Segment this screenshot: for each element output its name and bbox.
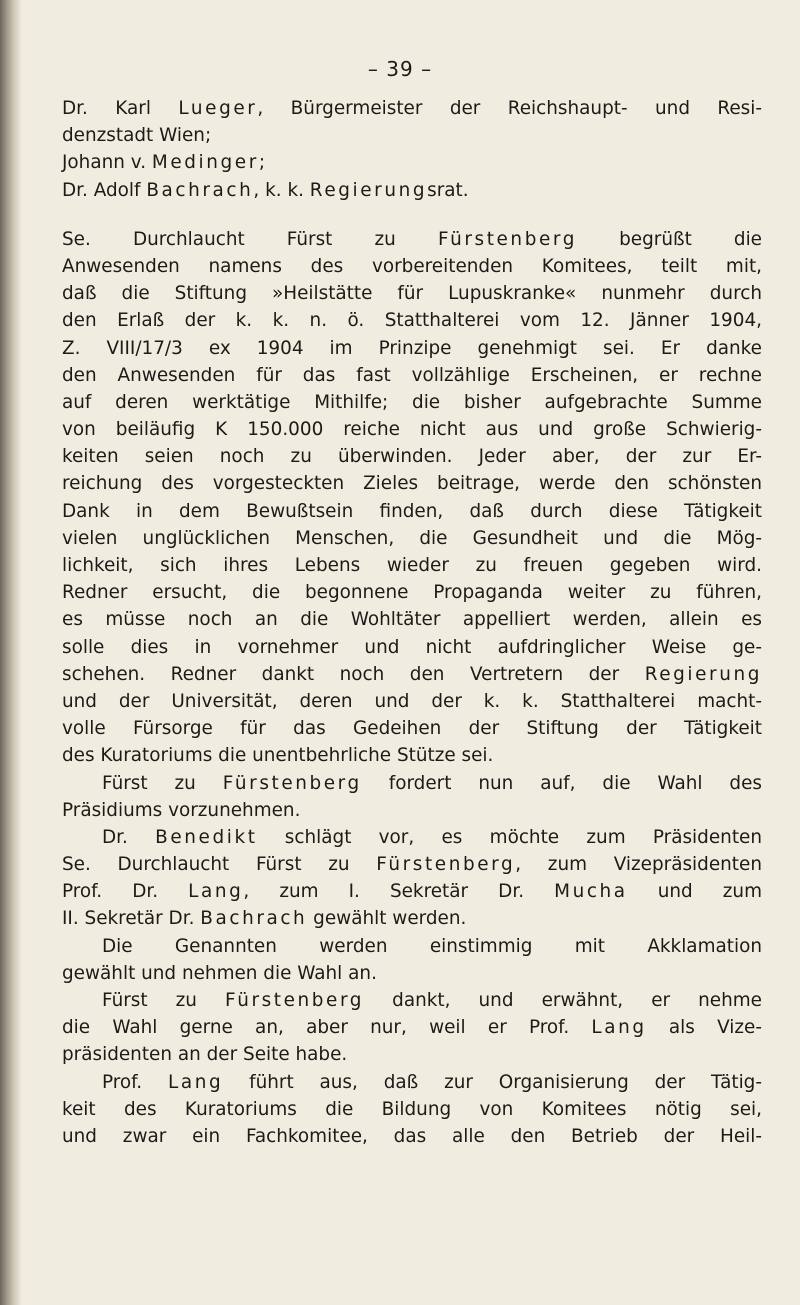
text-line: des Kuratoriums die unentbehrliche Stütze sei. xyxy=(62,745,494,767)
text-line: Dr. Benedikt schlägt vor, es möchte zum Präsidenten xyxy=(102,826,762,848)
text-line: schehen. Redner dankt noch den Vertretern der Regierung xyxy=(62,663,762,685)
text-line: Die Genannten werden einstimmig mit Akklamation xyxy=(102,935,762,957)
text-line: auf deren werktätige Mithilfe; die bisher aufgebrachte Summe xyxy=(62,391,762,413)
text-line: von beiläufig K 150.000 reiche nicht aus und große Schwierig- xyxy=(62,419,762,441)
text-line: volle Fürsorge für das Gedeihen der Stiftung der Tätigkeit xyxy=(62,718,762,740)
text-line: Fürst zu Fürstenberg dankt, und erwähnt, er nehme xyxy=(102,990,762,1011)
text-line: und der Universität, deren und der k. k. Statthalterei macht- xyxy=(62,690,762,712)
text-line: daß die Stiftung »Heilstätte für Lupuskranke« nunmehr durch xyxy=(62,283,762,305)
text-line: Dr. Adolf Bachrach, k. k. Regierungsrat. xyxy=(62,179,469,201)
text-line: Se. Durchlaucht Fürst zu Fürstenberg begrüßt die xyxy=(62,228,762,250)
text-line: keiten seien noch zu überwinden. Jeder aber, der zur Er- xyxy=(62,446,762,468)
text-line: vielen unglücklichen Menschen, die Gesundheit und die Mög- xyxy=(62,527,762,549)
text-line: Johann v. Medinger; xyxy=(62,152,266,174)
text-line: Dr. Karl Lueger, Bürgermeister der Reichshaupt- und Resi- xyxy=(62,98,762,119)
text-line: Dank in dem Bewußtsein finden, daß durch diese Tätigkeit xyxy=(62,500,762,522)
text-line: präsidenten an der Seite habe. xyxy=(62,1044,348,1066)
text-line: keit des Kuratoriums die Bildung von Komitees nötig sei, xyxy=(62,1098,762,1120)
text-line: Z. VIII/17/3 ex 1904 im Prinzipe genehmigt sei. Er danke xyxy=(62,337,762,359)
text-line: Redner ersucht, die begonnene Propaganda weiter zu führen, xyxy=(62,582,762,604)
text-line: es müsse noch an die Wohltäter appelliert werden, allein es xyxy=(62,609,762,631)
text-line: II. Sekretär Dr. Bachrach gewählt werden. xyxy=(62,908,467,930)
book-spine-shadow xyxy=(0,0,22,1305)
text-line: Prof. Lang führt aus, daß zur Organisierung der Tätig- xyxy=(102,1071,762,1093)
page-number: – 39 – xyxy=(367,57,433,81)
text-line: Prof. Dr. Lang, zum I. Sekretär Dr. Mucha und zum xyxy=(62,881,763,903)
text-line: die Wahl gerne an, aber nur, weil er Prof. Lang als Vize- xyxy=(62,1017,762,1039)
text-line: und zwar ein Fachkomitee, das alle den Betrieb der Heil- xyxy=(62,1125,762,1147)
text-line: Anwesenden namens des vorbereitenden Komitees, teilt mit, xyxy=(62,255,762,277)
text-line: denzstadt Wien; xyxy=(62,125,212,147)
text-line: Fürst zu Fürstenberg fordert nun auf, die Wahl des xyxy=(102,772,762,794)
text-line: reichung des vorgesteckten Zieles beitrage, werde den schönsten xyxy=(62,473,762,495)
text-line: Se. Durchlaucht Fürst zu Fürstenberg, zum Vizepräsidenten xyxy=(62,854,762,876)
text-line: Präsidiums vorzunehmen. xyxy=(62,799,301,821)
text-line: den Erlaß der k. k. n. ö. Statthalterei vom 12. Jänner 1904, xyxy=(62,310,762,332)
document-body xyxy=(62,95,762,1150)
text-line: solle dies in vornehmer und nicht aufdringlicher Weise ge- xyxy=(62,636,762,658)
text-line: den Anwesenden für das fast vollzählige Erscheinen, er rechne xyxy=(62,364,762,386)
text-line: lichkeit, sich ihres Lebens wieder zu freuen gegeben wird. xyxy=(62,555,762,576)
text-line: gewählt und nehmen die Wahl an. xyxy=(62,962,377,984)
